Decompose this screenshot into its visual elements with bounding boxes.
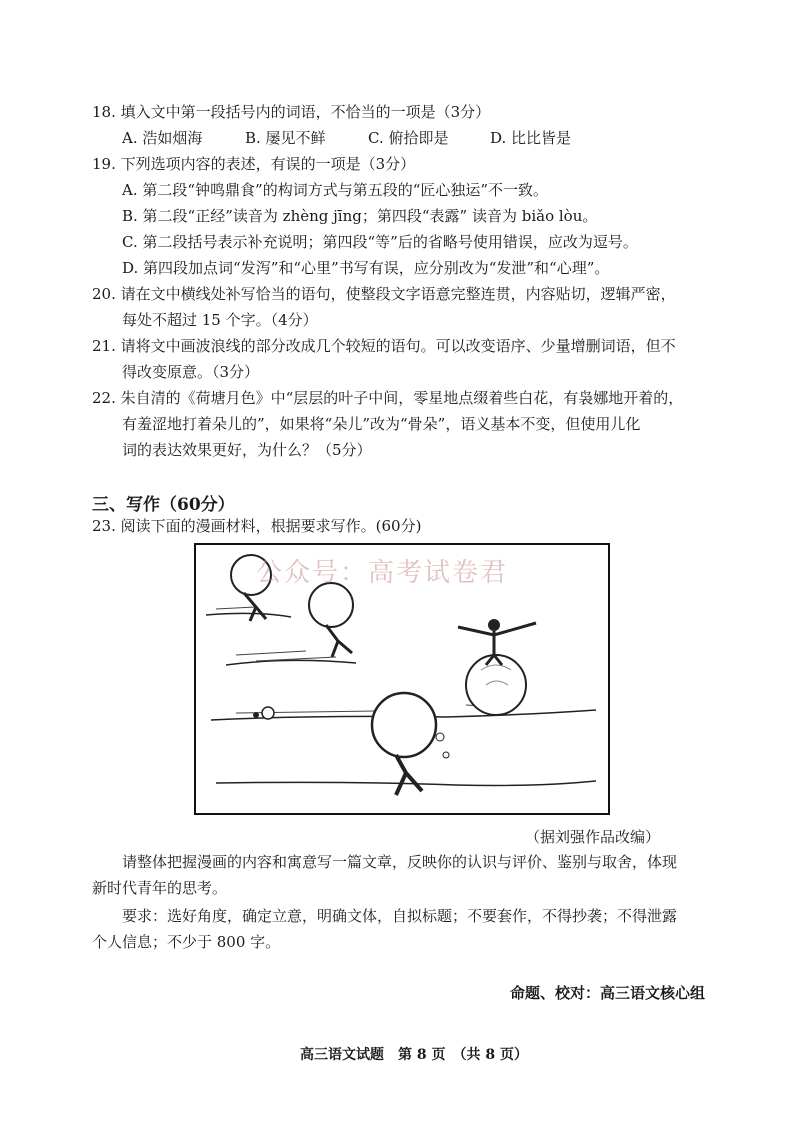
comic-caption: （据刘强作品改编） <box>525 828 661 846</box>
q18-options <box>122 128 722 148</box>
q21-line-1: 21. 请将文中画波浪线的部分改成几个较短的语句。可以改变语序、少量增删词语，但不 <box>92 337 676 355</box>
q19-option-b: B. 第二段“正经”读音为 zhèng jīng；第四段“表露” 读音为 biǎo lòu。 <box>122 207 598 225</box>
page-footer: 高三语文试题 第 8 页 （共 8 页） <box>300 1047 528 1063</box>
q18-option-c: C. 俯拾即是 <box>368 129 449 147</box>
figure-balancing-on-ball <box>458 619 536 715</box>
writing-section-title: 三、写作（60分） <box>92 495 235 515</box>
prompt-line-2: 新时代青年的思考。 <box>92 879 228 897</box>
q19-option-c: C. 第二段括号表示补充说明；第四段“等”后的省略号使用错误，应改为逗号。 <box>122 233 638 251</box>
signature: 命题、校对：高三语文核心组 <box>510 984 706 1002</box>
q22-line-1: 22. 朱自清的《荷塘月色》中“层层的叶子中间，零星地点缀着些白花，有袅娜地开着的， <box>92 389 684 407</box>
figure-carrying-large-ball <box>372 693 449 795</box>
requirement-line-2: 个人信息；不少于 800 字。 <box>92 933 281 951</box>
q20-line-2: 每处不超过 15 个字。（4分） <box>122 311 318 329</box>
prompt-line-1: 请整体把握漫画的内容和寓意写一篇文章，反映你的认识与评价、鉴别与取舍，体现 <box>122 853 678 871</box>
q18-stem: 18. 填入文中第一段括号内的词语，不恰当的一项是（3分） <box>92 103 491 121</box>
small-ball <box>262 707 274 719</box>
figure-pushing-ball-2 <box>309 583 353 657</box>
q21-line-2: 得改变原意。（3分） <box>122 363 260 381</box>
q19-stem: 19. 下列选项内容的表述，有误的一项是（3分） <box>92 155 416 173</box>
q18-option-d: D. 比比皆是 <box>490 129 572 147</box>
q18-option-b: B. 屡见不鲜 <box>245 129 326 147</box>
q22-line-3: 词的表达效果更好，为什么？（5分） <box>122 441 372 459</box>
watermark-text: 公众号：高考试卷君 <box>256 558 509 588</box>
q20-line-1: 20. 请在文中横线处补写恰当的语句，使整段文字语意完整连贯，内容贴切，逻辑严密， <box>92 285 676 303</box>
q19-option-d: D. 第四段加点词“发泻”和“心里”书写有误，应分别改为“发泄”和“心理”。 <box>122 259 610 277</box>
q23-stem: 23. 阅读下面的漫画材料，根据要求写作。(60分) <box>92 517 422 535</box>
speed-hatching <box>216 607 496 713</box>
q22-line-2: 有羞涩地打着朵儿的”，如果将“朵儿”改为“骨朵”，语义基本不变，但使用儿化 <box>122 415 641 433</box>
q18-option-a: A. 浩如烟海 <box>122 129 203 147</box>
q19-option-a: A. 第二段“钟鸣鼎食”的构词方式与第五段的“匠心独运”不一致。 <box>122 181 549 199</box>
requirement-line-1: 要求：选好角度，确定立意，明确文体，自拟标题；不要套作，不得抄袭；不得泄露 <box>122 907 678 925</box>
pebble <box>253 712 259 718</box>
